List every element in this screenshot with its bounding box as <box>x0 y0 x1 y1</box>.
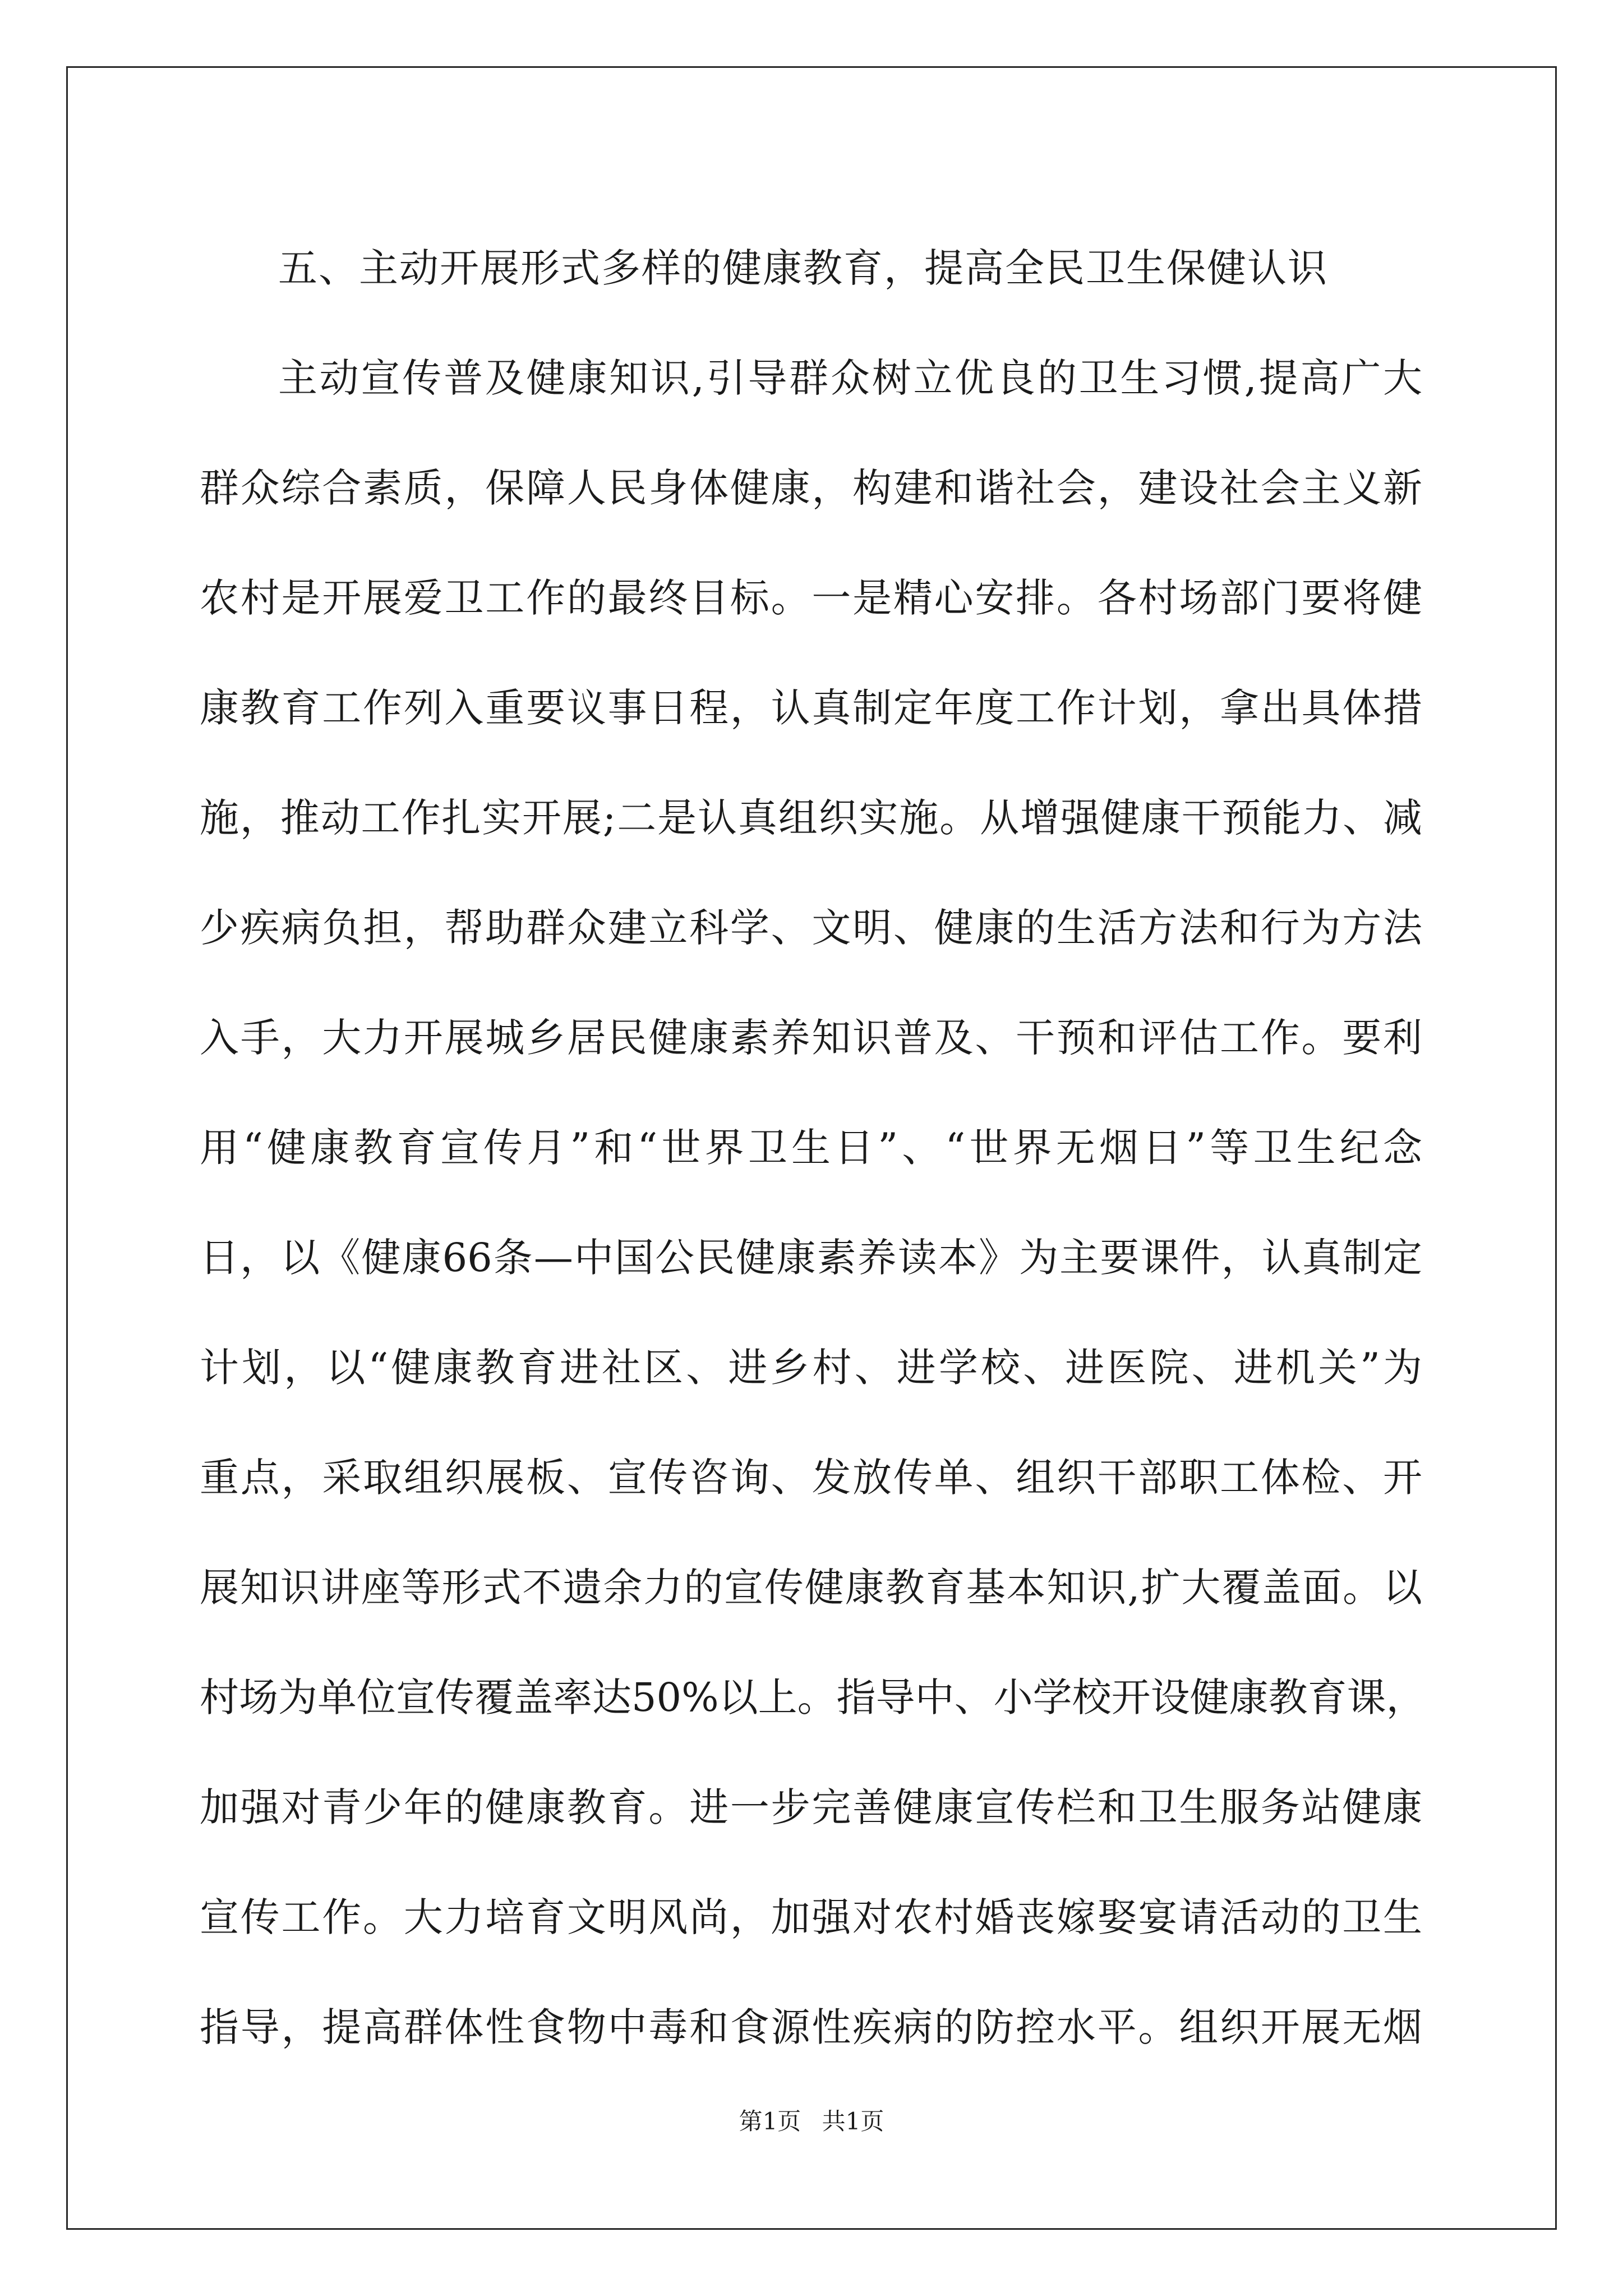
paragraph-line: 展知识讲座等形式不遗余力的宣传健康教育基本知识,扩大覆盖面。以 <box>200 1565 1422 1611</box>
paragraph-line: 用“健康教育宣传月”和“世界卫生日”、“世界无烟日”等卫生纪念 <box>200 1125 1422 1171</box>
page-total: 共1页 <box>822 2108 884 2135</box>
paragraph-line: 计划，以“健康教育进社区、进乡村、进学校、进医院、进机关”为 <box>200 1345 1422 1391</box>
paragraph-line: 施，推动工作扎实开展;二是认真组织实施。从增强健康干预能力、减 <box>200 795 1422 841</box>
paragraph-line: 农村是开展爱卫工作的最终目标。一是精心安排。各村场部门要将健 <box>200 575 1422 621</box>
section-heading: 五、主动开展形式多样的健康教育，提高全民卫生保健认识 <box>278 245 1328 291</box>
paragraph-line: 重点，采取组织展板、宣传咨询、发放传单、组织干部职工体检、开 <box>200 1455 1422 1501</box>
paragraph-line: 群众综合素质，保障人民身体健康，构建和谐社会，建设社会主义新 <box>200 465 1422 511</box>
paragraph-line: 加强对青少年的健康教育。进一步完善健康宣传栏和卫生服务站健康 <box>200 1784 1422 1830</box>
document-body <box>200 213 1426 2082</box>
paragraph-line: 日，以《健康66条—中国公民健康素养读本》为主要课件，认真制定 <box>200 1235 1422 1281</box>
page-number: 第1页 <box>739 2108 801 2135</box>
paragraph-line: 入手，大力开展城乡居民健康素养知识普及、干预和评估工作。要利 <box>200 1015 1422 1061</box>
paragraph-line: 主动宣传普及健康知识,引导群众树立优良的卫生习惯,提高广大 <box>278 355 1422 401</box>
page-footer <box>0 2108 1623 2136</box>
paragraph-line: 少疾病负担，帮助群众建立科学、文明、健康的生活方法和行为方法 <box>200 905 1422 951</box>
paragraph-line: 康教育工作列入重要议事日程，认真制定年度工作计划，拿出具体措 <box>200 685 1422 731</box>
paragraph-line: 宣传工作。大力培育文明风尚，加强对农村婚丧嫁娶宴请活动的卫生 <box>200 1894 1422 1940</box>
paragraph-line: 村场为单位宣传覆盖率达50%以上。指导中、小学校开设健康教育课， <box>200 1674 1426 1720</box>
paragraph-line: 指导，提高群体性食物中毒和食源性疾病的防控水平。组织开展无烟 <box>200 2004 1422 2050</box>
